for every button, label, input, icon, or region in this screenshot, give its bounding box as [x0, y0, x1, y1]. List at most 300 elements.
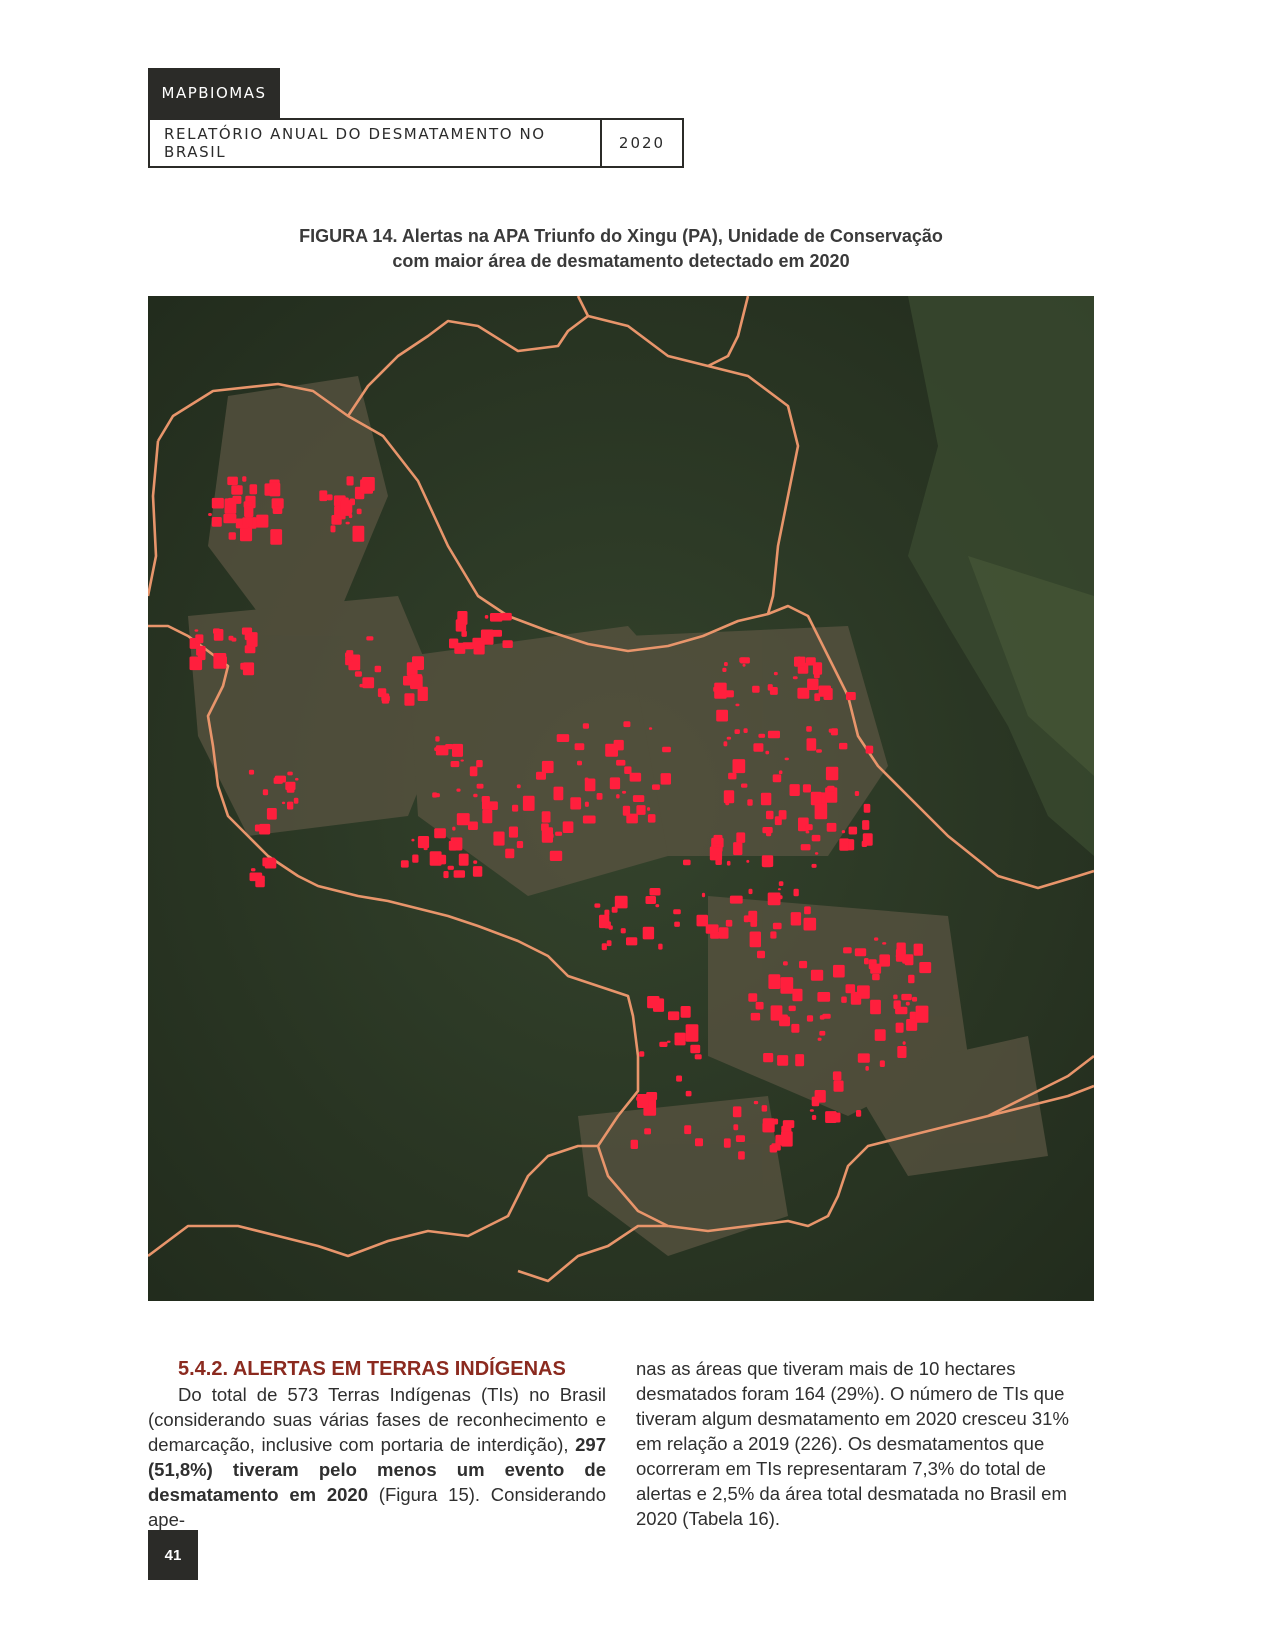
alert-patch [724, 662, 728, 666]
alert-patch [910, 1012, 916, 1020]
alert-patch [815, 852, 818, 855]
alert-patch [575, 743, 585, 750]
alert-patch [866, 746, 874, 754]
alert-patch [346, 522, 350, 525]
alert-patch [229, 532, 236, 540]
alert-patch [740, 657, 750, 663]
alert-patch [914, 944, 923, 956]
alert-patch [401, 860, 409, 867]
report-year: 2020 [600, 120, 682, 166]
alert-patch [636, 805, 645, 815]
alert-patch [274, 778, 283, 784]
alert-patch [728, 773, 736, 780]
alert-patch [919, 962, 931, 973]
left-text-bold: 297 (51,8%) tiveram pelo menos um evento de desmatamento em 2020 [148, 1434, 606, 1505]
alert-patch [839, 838, 849, 850]
alert-patch [517, 784, 521, 788]
body-paragraph-right: nas as áreas que tiveram mais de 10 hectares desmatados foram 164 (29%). O número de TIs que tiveram algum desmatamento em 2020 cresceu 31% em relação a 2019 (226). Os desmatamentos que ocorreram em TIs representaram 7,3% do total de alertas e 2,5% da área total desmatada no Brasil em 2020 (Tabela 16). [636, 1358, 1069, 1529]
alert-patch [812, 864, 817, 868]
alert-patch [744, 728, 748, 733]
alert-patch [842, 830, 845, 833]
figure-caption [148, 224, 1094, 274]
alert-patch [468, 822, 478, 831]
alert-patch [647, 807, 650, 811]
alert-patch [267, 808, 277, 820]
alert-patch [686, 1091, 692, 1097]
alert-patch [862, 820, 869, 830]
alert-patch [412, 656, 424, 670]
alert-patch [841, 997, 847, 1003]
alert-patch [435, 793, 440, 797]
report-header [148, 118, 684, 168]
alert-patch [736, 832, 745, 843]
alert-patch [775, 816, 782, 825]
alert-patch [676, 1076, 682, 1082]
alert-patch [195, 634, 203, 643]
alert-patch [833, 1071, 842, 1080]
alert-patch [715, 859, 722, 866]
alert-patch [410, 674, 422, 688]
right-column [636, 1356, 1094, 1531]
alert-patch [827, 823, 837, 832]
alert-patch [249, 770, 254, 775]
alert-patch [766, 830, 771, 836]
alert-patch [895, 1007, 907, 1015]
alert-patch [265, 859, 277, 869]
alert-patch [459, 854, 469, 866]
alert-patch [435, 736, 439, 741]
alert-patch [758, 734, 765, 738]
alert-patch [546, 769, 550, 772]
alert-patch [733, 759, 746, 773]
alert-patch [295, 778, 299, 781]
alert-patch [781, 1131, 793, 1146]
alert-patch [331, 525, 336, 532]
alert-patch [754, 1101, 758, 1104]
alert-patch [896, 955, 899, 958]
alert-patch [594, 903, 600, 907]
alert-patch [512, 805, 518, 812]
alert-patch [208, 513, 212, 516]
alert-patch [777, 1055, 788, 1066]
alert-patch [536, 772, 546, 780]
alert-patch [683, 860, 691, 866]
alert-patch [792, 989, 802, 1002]
alert-patch [730, 896, 743, 904]
alert-patch [827, 786, 835, 792]
alert-patch [470, 766, 478, 776]
alert-patch [577, 761, 582, 766]
alert-patch [768, 684, 773, 691]
alert-patch [724, 1138, 731, 1147]
alert-patch [492, 630, 502, 637]
alert-patch [583, 816, 596, 824]
alert-patch [404, 693, 414, 705]
alert-patch [456, 789, 460, 792]
alert-patch [741, 784, 747, 788]
alert-patch [273, 507, 283, 514]
alert-patch [757, 951, 765, 959]
alert-patch [727, 861, 731, 866]
alert-patch [287, 772, 293, 776]
alert-patch [865, 1066, 869, 1071]
alert-patch [872, 974, 880, 980]
caption-text-2: com maior área de desmatamento detectado em 2020 [392, 251, 850, 271]
alert-patch [768, 974, 780, 989]
alert-patch [583, 723, 589, 729]
alert-patch [819, 1031, 825, 1036]
alert-patch [778, 888, 781, 890]
alert-patch [818, 1038, 822, 1041]
alert-patch [901, 994, 912, 1000]
alert-patch [259, 824, 270, 835]
alert-patch [213, 628, 220, 634]
alert-patch [811, 970, 823, 981]
alert-patch [542, 827, 553, 842]
alert-patch [647, 996, 659, 1008]
alert-patch [906, 1002, 910, 1006]
alert-patch [780, 977, 793, 994]
alert-patch [251, 868, 256, 871]
alert-patch [649, 727, 652, 730]
alert-patch [753, 743, 763, 752]
alert-patch [750, 920, 757, 927]
alert-patch [724, 741, 728, 746]
page-number-label: 41 [164, 1546, 182, 1564]
alert-patch [736, 1135, 745, 1142]
alert-patch [804, 918, 817, 931]
alert-patch [443, 871, 448, 878]
alert-patch [250, 484, 258, 494]
alert-patch [908, 975, 914, 984]
alert-patch [684, 1125, 691, 1134]
alert-patch [412, 855, 418, 863]
alert-patch [801, 844, 811, 850]
alert-patch [719, 927, 729, 939]
alert-patch [652, 784, 660, 790]
alert-patch [244, 506, 253, 517]
alert-patch [812, 835, 821, 842]
alert-patch [766, 811, 774, 820]
alert-patch [602, 943, 607, 950]
alert-patch [807, 679, 818, 690]
alert-patch [756, 1002, 764, 1010]
alert-patch [716, 710, 728, 722]
alert-patch [874, 937, 878, 940]
alert-patch [846, 984, 856, 993]
alert-patch [287, 802, 293, 810]
alert-patch [820, 1015, 825, 1020]
alert-patch [727, 737, 731, 740]
alert-patch [882, 942, 886, 945]
alert-patch [912, 997, 917, 1002]
alert-patch [448, 866, 454, 870]
brand-tab [148, 68, 280, 118]
alert-patch [897, 943, 906, 956]
alert-patch [807, 738, 817, 751]
brand-label: MAPBIOMAS [161, 84, 267, 102]
alert-patch [714, 683, 727, 699]
alert-patch [849, 827, 858, 835]
alert-patch [785, 758, 789, 761]
alert-patch [896, 1023, 904, 1033]
alert-patch [735, 729, 740, 734]
alert-patch [662, 747, 671, 753]
alert-patch [502, 613, 512, 621]
alert-patch [858, 1053, 870, 1062]
alert-patch [243, 662, 254, 675]
alert-patch [256, 515, 268, 528]
alert-patch [643, 927, 654, 940]
alert-patch [353, 526, 365, 542]
alert-patch [826, 767, 838, 781]
alert-patch [897, 1046, 906, 1058]
alert-patch [832, 1114, 836, 1117]
alert-patch [269, 483, 280, 497]
alert-patch [748, 993, 757, 1001]
alert-patch [783, 1120, 795, 1128]
alert-patch [870, 964, 881, 974]
alert-patch [212, 498, 224, 509]
alert-patch [505, 849, 514, 859]
alert-patch [733, 1124, 738, 1130]
alert-patch [608, 925, 612, 929]
alert-patch [621, 928, 626, 933]
alert-patch [477, 784, 484, 789]
alert-patch [605, 744, 618, 757]
alert-patch [795, 1054, 804, 1066]
alert-patch [454, 643, 465, 654]
alert-patch [812, 1115, 816, 1120]
alert-patch [724, 790, 734, 803]
alert-patch [843, 947, 852, 953]
alert-patch [631, 1140, 638, 1149]
alert-patch [675, 1040, 681, 1044]
alert-patch [765, 751, 769, 755]
left-text-2: (Figura 15). Considerando ape- [148, 1484, 606, 1530]
alert-patch [789, 1006, 796, 1012]
alert-patch [811, 792, 822, 806]
alert-patch [375, 666, 382, 673]
alert-patch [461, 760, 464, 762]
alert-patch [550, 851, 562, 861]
alert-patch [610, 777, 620, 789]
alert-patch [690, 1045, 700, 1054]
map-image [148, 296, 1094, 1301]
alert-patch [474, 641, 485, 655]
alert-patch [319, 490, 327, 501]
alert-patch [461, 631, 467, 637]
alert-patch [476, 760, 483, 767]
alert-patch [779, 770, 783, 774]
alert-patch [585, 802, 589, 807]
alert-patch [870, 1000, 881, 1015]
alert-patch [623, 806, 630, 816]
alert-patch [542, 811, 551, 822]
alert-patch [473, 860, 477, 864]
alert-patch [509, 827, 518, 838]
alert-patch [237, 485, 241, 488]
alert-patch [340, 501, 352, 516]
alert-patch [906, 1019, 917, 1031]
alert-patch [225, 498, 237, 514]
alert-patch [240, 528, 252, 541]
alert-patch [563, 821, 574, 833]
alert-patch [452, 744, 463, 757]
alert-patch [856, 1110, 861, 1117]
alert-patch [864, 804, 871, 813]
alert-patch [366, 636, 373, 640]
alert-patch [570, 797, 581, 809]
left-text-1: Do total de 573 Terras Indígenas (TIs) no Brasil (considerando suas várias fases de reconhecimento e demarcação, inclusive com portaria de interdição), [148, 1384, 606, 1455]
alert-patch [473, 794, 477, 798]
alert-patch [362, 677, 374, 688]
alert-patch [916, 1006, 929, 1023]
alert-patch [378, 688, 386, 697]
alert-patch [227, 477, 238, 486]
alert-patch [485, 615, 489, 619]
alert-patch [855, 948, 866, 956]
alert-patch [360, 479, 373, 493]
alert-patch [212, 517, 222, 527]
caption-line-1 [148, 224, 1094, 249]
alert-patch [626, 937, 637, 945]
alert-patch [773, 774, 782, 782]
alert-patch [763, 1118, 775, 1132]
alert-patch [585, 779, 596, 792]
alert-patch [607, 940, 612, 946]
alert-patch [746, 860, 749, 863]
alert-patch [697, 915, 709, 927]
alert-patch [482, 796, 490, 803]
alert-patch [903, 1041, 906, 1045]
alert-patch [623, 721, 630, 727]
alert-patch [714, 835, 723, 845]
alert-patch [675, 1033, 686, 1046]
alert-patch [855, 791, 859, 796]
alert-patch [473, 866, 482, 877]
report-title: RELATÓRIO ANUAL DO DESMATAMENTO NO BRASIL [164, 125, 546, 161]
alert-patch [517, 841, 523, 848]
alert-patch [348, 655, 360, 671]
alert-patch [674, 922, 680, 927]
caption-text-1: Alertas na APA Triunfo do Xingu (PA), Unidade de Conservação [401, 226, 943, 246]
section-heading: 5.4.2. ALERTAS EM TERRAS INDÍGENAS [178, 1358, 566, 1380]
alert-patch [806, 831, 810, 834]
alert-patch [347, 476, 354, 485]
alert-patch [557, 734, 570, 742]
alert-patch [722, 668, 726, 672]
alert-patch [633, 795, 644, 802]
alert-patch [554, 787, 564, 801]
alert-patch [438, 855, 446, 865]
alert-patch [599, 915, 609, 928]
alert-patch [451, 761, 460, 767]
alert-patch [750, 932, 761, 948]
alert-patch [706, 924, 719, 933]
alert-patch [806, 726, 812, 732]
alert-patch [771, 1005, 783, 1020]
alert-patch [816, 749, 822, 753]
alert-patch [646, 896, 657, 904]
alert-patch [637, 1094, 648, 1108]
alert-patch [799, 961, 807, 968]
satellite-map [148, 296, 1094, 1301]
alert-patch [794, 889, 799, 896]
alert-patch [791, 1024, 799, 1033]
alert-patch [702, 893, 705, 897]
alert-patch [803, 784, 811, 792]
alert-patch [768, 893, 781, 906]
alert-patch [798, 656, 801, 659]
alert-patch [615, 896, 628, 909]
alert-patch [195, 629, 199, 631]
alert-patch [482, 810, 492, 824]
alert-patch [616, 794, 620, 798]
alert-patch [763, 859, 772, 867]
alert-patch [630, 773, 642, 782]
alert-patch [804, 906, 811, 914]
alert-patch [819, 686, 831, 697]
alert-patch [762, 1105, 768, 1112]
alert-patch [523, 796, 535, 811]
alert-patch [806, 824, 813, 830]
alert-patch [710, 847, 722, 861]
alert-patch [846, 692, 856, 700]
alert-patch [774, 672, 778, 675]
alert-patch [747, 799, 752, 806]
alert-patch [503, 640, 513, 648]
alert-patch [695, 1138, 703, 1146]
alert-patch [864, 958, 869, 964]
alert-patch [658, 944, 662, 950]
alert-patch [773, 923, 782, 930]
alert-patch [282, 802, 285, 805]
alert-patch [242, 517, 252, 525]
alert-patch [863, 833, 873, 845]
alert-patch [733, 842, 742, 855]
alert-patch [779, 881, 784, 886]
alert-patch [357, 509, 362, 515]
alert-patch [790, 784, 800, 796]
alert-patch [770, 931, 776, 938]
alert-patch [783, 961, 788, 965]
alert-patch [190, 657, 203, 671]
alert-patch [411, 839, 414, 842]
alert-patch [814, 672, 820, 678]
alert-patch [668, 1011, 679, 1020]
alert-patch [744, 915, 749, 922]
figure-label: FIGURA 14. [299, 226, 398, 246]
alert-patch [875, 1029, 886, 1041]
alert-patch [810, 1109, 814, 1112]
alert-patch [350, 660, 353, 662]
alert-patch [831, 728, 838, 735]
alert-patch [655, 904, 659, 907]
alert-patch [294, 798, 299, 804]
alert-patch [639, 1051, 644, 1056]
alert-patch [791, 912, 801, 925]
alert-patch [229, 636, 234, 641]
alert-patch [490, 613, 503, 622]
alert-patch [752, 686, 760, 693]
alert-patch [726, 920, 733, 927]
alert-patch [807, 1015, 813, 1021]
page-number [148, 1530, 198, 1580]
alert-patch [452, 827, 455, 831]
alert-patch [493, 832, 504, 846]
alert-patch [749, 889, 753, 894]
